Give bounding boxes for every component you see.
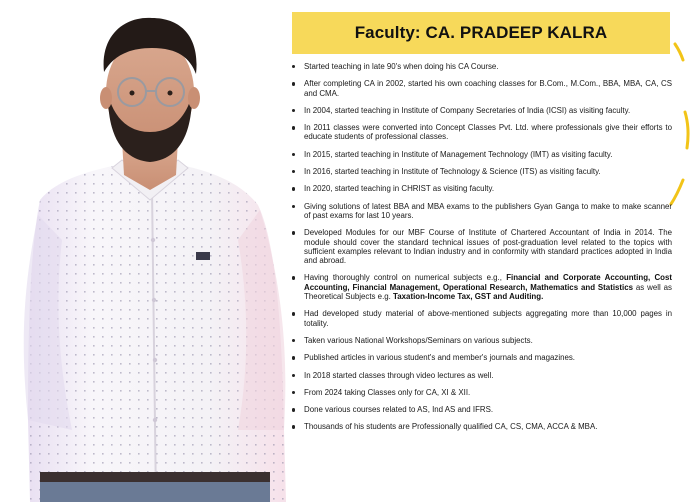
faculty-photo: [0, 0, 290, 502]
skills-middle: as well as Theoretical Subjects e.g.: [304, 282, 672, 302]
list-item: After completing CA in 2002, started his own coaching classes for B.Com., M.Com., BBA, MBA, CA, CS and CMA.: [290, 79, 672, 98]
achievements-list: [290, 62, 672, 432]
list-item: In 2020, started teaching in CHRIST as visiting faculty.: [290, 184, 672, 193]
list-item: Giving solutions of latest BBA and MBA exams to the publishers Gyan Ganga to make to make scanner of past exams for last 10 years.: [290, 202, 672, 221]
list-item: Had developed study material of above-mentioned subjects aggregating more than 10,000 pages in totality.: [290, 309, 672, 328]
list-item: Published articles in various student's and member's journals and magazines.: [290, 353, 672, 362]
list-item: In 2011 classes were converted into Concept Classes Pvt. Ltd. where professionals give their efforts to educate students of professional classes.: [290, 123, 672, 142]
list-item: Started teaching in late 90's when doing his CA Course.: [290, 62, 672, 71]
skills-numerical: Financial and Corporate Accounting, Cost Accounting, Financial Management, Operational Research, Mathematics and Statistics: [304, 273, 673, 292]
skills-theoretical: Taxation-Income Tax, GST and Auditing.: [393, 292, 544, 302]
list-item: In 2018 started classes through video lectures as well.: [290, 371, 672, 380]
list-item: In 2015, started teaching in Institute of Management Technology (IMT) as visiting faculty.: [290, 150, 672, 159]
list-item: Done various courses related to AS, Ind AS and IFRS.: [290, 405, 672, 414]
list-item: Developed Modules for our MBF Course of Institute of Chartered Accountant of India in 2014. The module should cover the standard technical issues of post-graduation level related to the topics with sufficient examples relevant to Indian industry and in conformity with standard practices adopted in India and abroad.: [290, 228, 672, 265]
list-item: In 2004, started teaching in Institute of Company Secretaries of India (ICSI) as visiting faculty.: [290, 106, 672, 115]
list-item-skills: [290, 273, 672, 301]
list-item: From 2024 taking Classes only for CA, XI & XII.: [290, 388, 672, 397]
skills-prefix: Having thoroughly control on numerical subjects e.g.,: [304, 273, 502, 283]
list-item: In 2016, started teaching in Institute of Technology & Science (ITS) as visiting faculty.: [290, 167, 672, 176]
list-item: Thousands of his students are Professionally qualified CA, CS, CMA, ACCA & MBA.: [290, 422, 672, 431]
list-item: Taken various National Workshops/Seminars on various subjects.: [290, 336, 672, 345]
page-title: Faculty: CA. PRADEEP KALRA: [354, 23, 608, 42]
title-banner: [292, 12, 670, 54]
